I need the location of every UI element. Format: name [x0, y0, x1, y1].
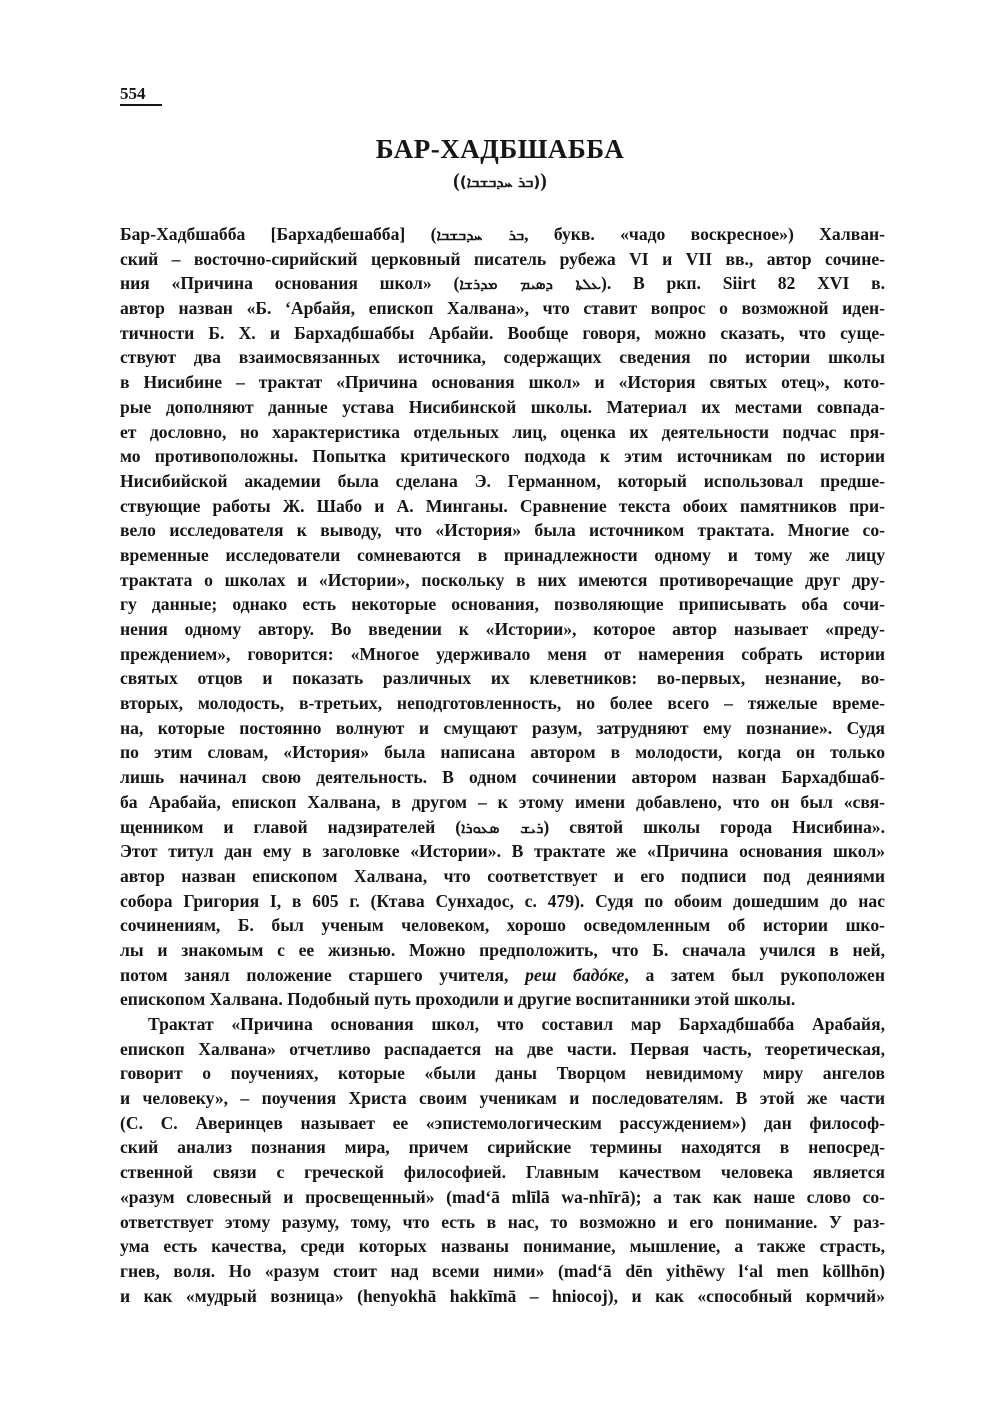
text-segment: и человеку», – поучения Христа своим ученикам и последователям. В этой же части	[120, 1088, 885, 1109]
text-line	[120, 494, 885, 519]
page-number-rule	[120, 104, 162, 106]
text-line	[120, 1284, 885, 1309]
text-segment: гу данные; однако есть некоторые основания, позволяющие приписывать оба сочи-	[120, 594, 885, 615]
text-line	[120, 518, 885, 543]
text-segment: по этим словам, «История» была написана автором в молодости, когда он только	[120, 742, 885, 763]
text-segment: сочинениям, Б. был ученым человеком, хорошо осведомленным об истории шко-	[120, 915, 885, 936]
text-segment: автор назван «Б. ‘Арбайя, епископ Халвана», что ставит вопрос о возможной иден-	[120, 298, 885, 319]
text-segment: щенником и главой надзирателей (	[120, 816, 462, 837]
italic-term: реш бадóке	[525, 964, 625, 985]
text-segment: ственной связи с греческой философией. Главным качеством человека является	[120, 1162, 885, 1183]
text-segment: епископ Халвана» отчетливо распадается на две части. Первая часть, теоретическая,	[120, 1038, 885, 1059]
text-line	[120, 987, 885, 1012]
text-line	[120, 691, 885, 716]
text-line	[120, 617, 885, 642]
text-segment: автор назван епископом Халвана, что соответствует и его подписи под деяниями	[120, 865, 885, 886]
text-line	[120, 716, 885, 741]
text-line	[120, 296, 885, 321]
text-segment: , букв. «чадо воскресное») Халван-	[524, 224, 885, 244]
text-segment: , а затем был рукоположен	[624, 964, 885, 985]
text-line	[120, 1111, 885, 1136]
text-line	[120, 1234, 885, 1259]
text-line	[120, 666, 885, 691]
text-line	[120, 642, 885, 667]
text-line	[120, 913, 885, 938]
text-segment: нения одному автору. Во введении к «Истории», которое автор называет «преду-	[120, 619, 885, 639]
text-line	[120, 1259, 885, 1284]
text-segment: ния «Причина основания школ» (	[120, 273, 460, 294]
text-line	[120, 1210, 885, 1235]
text-line	[120, 1160, 885, 1185]
text-segment: ский анализ познания мира, причем сирийские термины находятся в непосред-	[120, 1137, 885, 1158]
page-number: 554	[120, 84, 146, 103]
text-segment: ) святой школы города Нисибина».	[543, 816, 885, 837]
text-line	[120, 790, 885, 815]
text-segment: ответствует этому разуму, тому, что есть в нас, то возможно и его понимание. У раз-	[120, 1211, 885, 1232]
syriac-term: ܒܪ ܚܕܒܫܒܐ	[436, 226, 525, 244]
text-line	[120, 395, 885, 420]
text-line	[120, 815, 885, 840]
text-segment: ). В ркп. Siirt 82 XVI в.	[600, 273, 885, 294]
text-line	[120, 370, 885, 395]
text-segment: (С. С. Аверинцев называет ее «эпистемологическим рассуждением») дан философ-	[120, 1112, 885, 1133]
article-subtitle: ((ܒܪ ܚܕܒܫܒܐ))	[453, 170, 547, 192]
text-segment: ствующие работы Ж. Шабо и А. Минганы. Сравнение текста обоих памятников при-	[120, 495, 885, 516]
text-segment: временные исследователи сомневаются в принадлежности одному и тому же лицу	[120, 544, 885, 565]
text-line	[120, 938, 885, 963]
text-line	[120, 740, 885, 765]
text-line	[120, 345, 885, 370]
text-line	[120, 543, 885, 568]
text-segment: епископом Халвана. Подобный путь проходили и другие воспитанники этой школы.	[120, 989, 796, 1010]
text-line	[120, 469, 885, 494]
article-body	[120, 222, 885, 1308]
text-segment: преждением», говорится: «Многое удерживало меня от намерения собрать истории	[120, 643, 885, 664]
text-segment: трактата о школах и «Истории», поскольку в них имеются противоречащие друг дру-	[120, 569, 885, 590]
text-line	[120, 420, 885, 445]
text-segment: вторых, молодость, в-третьих, неподготовленность, но более всего – тяжелые време-	[120, 693, 885, 714]
text-segment: ствуют два взаимосвязанных источника, содержащих сведения по истории школы	[120, 347, 885, 368]
text-line	[120, 963, 885, 988]
text-line	[120, 1185, 885, 1210]
text-line	[120, 444, 885, 469]
article-title: БАР-ХАДБШАББА	[375, 134, 625, 164]
text-segment: мо противоположны. Попытка критического подхода к этим источникам по истории	[120, 446, 885, 467]
syriac-term: ܪܝܫ ܣܥܘܪܐ	[461, 818, 544, 837]
text-line	[120, 839, 885, 864]
text-line	[120, 247, 885, 272]
text-segment: святых отцов и показать различных их клеветников: во-первых, незнание, во-	[120, 668, 885, 689]
text-segment: ет дословно, но характеристика отдельных лиц, оценка их деятельности подчас пря-	[120, 421, 885, 442]
text-segment: Трактат «Причина основания школ, что составил мар Бархадбшабба Арабайя,	[148, 1014, 885, 1034]
text-segment: говорит о поучениях, которые «были даны Творцом невидимому миру ангелов	[120, 1063, 885, 1084]
text-segment: тичности Б. Х. и Бархадбшаббы Арбайи. Вообще говоря, можно сказать, что суще-	[120, 322, 885, 343]
text-segment: Этот титул дан ему в заголовке «Истории». В трактате же «Причина основания школ»	[120, 841, 885, 862]
text-line	[120, 1012, 885, 1037]
text-segment: ба Арабайа, епископ Халвана, в другом – к этому имени добавлено, что он был «свя-	[120, 791, 885, 812]
text-line	[120, 1086, 885, 1111]
text-line	[120, 592, 885, 617]
text-line	[120, 568, 885, 593]
text-segment: лы и знакомым с ее жизнью. Можно предположить, что Б. сначала учился в ней,	[120, 939, 885, 960]
text-segment: «разум словесный и просвещенный» (mad‘ā mlīlā wa-nhīrā); а так как наше слово со-	[120, 1186, 885, 1207]
text-segment: ский – восточно-сирийский церковный писатель рубежа VI и VII вв., автор сочине-	[120, 248, 885, 269]
text-line	[120, 222, 885, 247]
text-line	[120, 271, 885, 296]
text-line	[120, 1061, 885, 1086]
text-segment: рые дополняют данные устава Нисибинской школы. Материал их местами совпада-	[120, 396, 885, 417]
text-line	[120, 321, 885, 346]
text-segment: в Нисибине – трактат «Причина основания школ» и «История святых отец», кото-	[120, 372, 885, 393]
text-segment: потом занял положение старшего учителя,	[120, 964, 526, 985]
text-line	[120, 1135, 885, 1160]
text-segment: на, которые постоянно волнуют и смущают разум, затрудняют ему познание». Судя	[120, 717, 885, 738]
text-line	[120, 864, 885, 889]
text-segment: вело исследователя к выводу, что «История» была источником трактата. Многие со-	[120, 520, 885, 541]
text-line	[120, 765, 885, 790]
text-segment: и как «мудрый возница» (henyokhā hakkīmā – hniocoj), и как «способный кормчий»	[120, 1285, 885, 1306]
text-line	[120, 889, 885, 914]
syriac-term: ܥܠܬܐ ܕܣܝܡ ܡܕܪܫܐ	[459, 275, 601, 294]
text-segment: собора Григория I, в 605 г. (Ктава Сунхадос, с. 479). Судя по обоим дошедшим до нас	[120, 890, 885, 911]
text-segment: Нисибийской академии была сделана Э. Германном, который использовал предше-	[120, 470, 885, 491]
syriac-title: (ܒܪ ܚܕܒܫܒܐ)	[459, 173, 541, 191]
text-segment: ума есть качества, среди которых названы понимание, мышление, а также страсть,	[120, 1236, 885, 1257]
text-segment: Бар-Хадбшабба [Бархадбешабба] (	[120, 224, 437, 244]
text-segment: гнев, воля. Но «разум стоит над всеми ними» (mad‘ā dēn yithēwy l‘al men kōllhōn)	[120, 1260, 885, 1281]
text-line	[120, 1037, 885, 1062]
text-segment: лишь начинал свою деятельность. В одном сочинении автором назван Бархадбшаб-	[120, 767, 885, 788]
